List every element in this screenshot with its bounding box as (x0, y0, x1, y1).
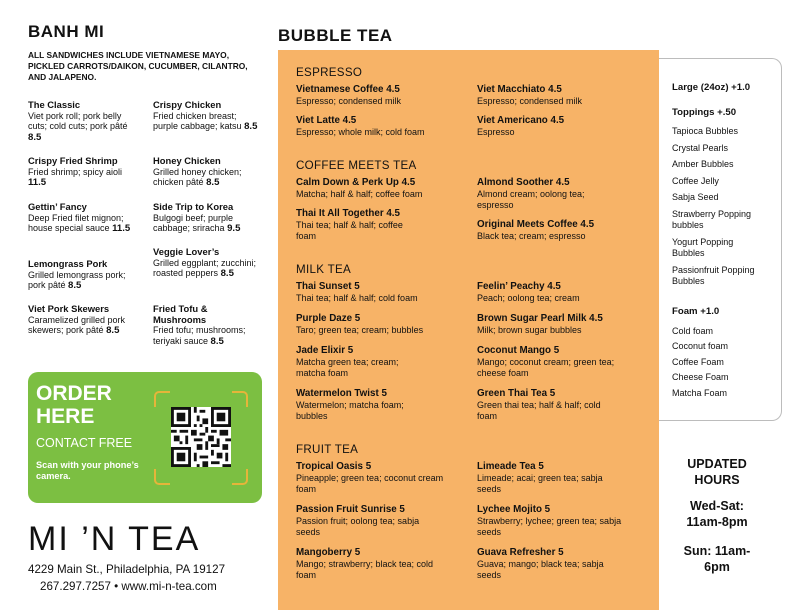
sandwich-name: Crispy Fried Shrimp (28, 155, 118, 166)
drink-item (296, 177, 466, 200)
topping-item: Crystal Pearls (672, 143, 729, 153)
drink-name: Original Meets Coffee 4.5 (477, 219, 595, 230)
foam-item: Cheese Foam (672, 372, 729, 382)
topping-item: Strawberry Popping bubbles (672, 209, 752, 230)
sandwich-price: 8.5 (206, 177, 220, 188)
sandwich-item (28, 304, 138, 337)
qr-code[interactable] (154, 391, 248, 485)
drink-name: Mangoberry 5 (296, 547, 361, 558)
foam-item: Coffee Foam (672, 357, 724, 367)
drink-item (477, 547, 612, 580)
sandwich-item (153, 304, 263, 347)
scan-instructions: Scan with your phone’s camera. (36, 460, 139, 481)
drink-item (296, 547, 446, 580)
drink-item (477, 177, 612, 210)
large-size-option: Large (24oz) +1.0 (672, 82, 751, 93)
sandwich-price: 8.5 (210, 335, 224, 347)
drink-name: Purple Daze 5 (296, 313, 361, 324)
address: 4229 Main St., Philadelphia, PA 19127 (28, 563, 226, 576)
hours-wed-sat: Wed-Sat: 11am-8pm (686, 499, 748, 529)
drink-desc: Espresso; whole milk; cold foam (296, 127, 425, 137)
drink-desc: Almond cream; oolong tea; espresso (477, 189, 585, 210)
sandwich-name: Veggie Lover’s (153, 246, 220, 257)
drink-name: Viet Americano 4.5 (477, 115, 565, 126)
sandwich-desc: Viet pork roll; pork belly cuts; cold cuts; pork pâté (28, 110, 128, 131)
topping-item: Yogurt Popping Bubbles (672, 237, 734, 258)
drink-desc: Watermelon; matcha foam; bubbles (296, 400, 404, 421)
drink-name: Lychee Mojito 5 (477, 504, 551, 515)
drink-desc: Guava; mango; black tea; sabja seeds (477, 559, 604, 580)
sandwich-name: Fried Tofu & Mushrooms (153, 303, 208, 325)
drink-name: Limeade Tea 5 (477, 461, 544, 472)
drink-item (296, 388, 426, 421)
drink-desc: Thai tea; half & half; cold foam (296, 293, 418, 303)
foam-item: Cold foam (672, 326, 714, 336)
drink-desc: Strawberry; lychee; green tea; sabja seeds (477, 516, 622, 537)
contact-free-label: CONTACT FREE (36, 436, 133, 450)
drink-name: Thai It All Together 4.5 (296, 208, 400, 219)
sandwich-name: The Classic (28, 99, 81, 110)
drink-item (477, 281, 647, 304)
sandwich-price: 8.5 (244, 121, 258, 132)
sandwich-desc: Bulgogi beef; purple cabbage; sriracha (153, 212, 234, 233)
drink-item (477, 115, 647, 138)
drink-name: Green Thai Tea 5 (477, 388, 556, 399)
drink-name: Coconut Mango 5 (477, 345, 560, 356)
topping-item: Passionfruit Popping Bubbles (672, 265, 755, 286)
sandwich-name: Gettin’ Fancy (28, 201, 87, 212)
hours-title: UPDATED HOURS (687, 457, 747, 487)
sandwich-name: Honey Chicken (153, 155, 221, 166)
drink-item (477, 345, 627, 378)
foam-title: Foam +1.0 (672, 306, 720, 317)
sandwich-item (153, 100, 263, 133)
drink-desc: Green thai tea; half & half; cold foam (477, 400, 601, 421)
drink-name: Tropical Oasis 5 (296, 461, 372, 472)
drink-name: Calm Down & Perk Up 4.5 (296, 177, 416, 188)
phone-website[interactable]: 267.297.7257 • www.mi-n-tea.com (40, 580, 217, 593)
drink-item (296, 313, 466, 336)
sandwich-desc: Grilled lemongrass pork; pork pâté (28, 269, 126, 290)
drink-item (296, 115, 466, 138)
sandwich-price: 11.5 (28, 177, 47, 188)
sandwich-price: 8.5 (68, 280, 82, 291)
drink-desc: Matcha; half & half; coffee foam (296, 189, 423, 199)
drink-desc: Taro; green tea; cream; bubbles (296, 325, 424, 335)
drink-desc: Pineapple; green tea; coconut cream foam (296, 473, 444, 494)
drink-name: Guava Refresher 5 (477, 547, 564, 558)
topping-item: Coffee Jelly (672, 176, 719, 186)
drink-name: Feelin’ Peachy 4.5 (477, 281, 561, 292)
topping-item: Tapioca Bubbles (672, 126, 739, 136)
drink-desc: Mango; coconut cream; green tea; cheese foam (477, 357, 615, 378)
sandwich-desc: Fried tofu; mushrooms; teriyaki sauce (153, 325, 246, 346)
drink-item (477, 219, 647, 242)
drink-item (296, 461, 446, 494)
drink-item (477, 388, 612, 421)
foam-item: Coconut foam (672, 341, 729, 351)
drink-name: Vietnamese Coffee 4.5 (296, 84, 400, 95)
banh-mi-description: ALL SANDWICHES INCLUDE VIETNAMESE MAYO, PICKLED CARROTS/DAIKON, CUCUMBER, CILANTRO, AND JALAPENO. (28, 50, 248, 82)
drink-name: Brown Sugar Pearl Milk 4.5 (477, 313, 603, 324)
sandwich-item (28, 156, 138, 189)
drink-name: Passion Fruit Sunrise 5 (296, 504, 405, 515)
qr-code-icon (171, 407, 231, 467)
sandwich-desc: Grilled honey chicken; chicken pâté (153, 166, 242, 187)
section-title-milk-tea: MILK TEA (296, 263, 352, 276)
drink-desc: Black tea; cream; espresso (477, 231, 586, 241)
sandwich-item (153, 247, 263, 280)
drink-desc: Limeade; acai; green tea; sabja seeds (477, 473, 603, 494)
sandwich-price: 8.5 (28, 131, 42, 143)
sandwich-desc: Fried chicken breast; purple cabbage; katsu (153, 110, 242, 131)
sandwich-item (28, 100, 138, 143)
drink-desc: Passion fruit; oolong tea; sabja seeds (296, 516, 420, 537)
drink-desc: Milk; brown sugar bubbles (477, 325, 582, 335)
drink-name: Watermelon Twist 5 (296, 388, 387, 399)
drink-name: Viet Latte 4.5 (296, 115, 357, 126)
drink-name: Thai Sunset 5 (296, 281, 360, 292)
drink-item (477, 313, 647, 336)
drink-name: Jade Elixir 5 (296, 345, 354, 356)
drink-item (296, 281, 466, 304)
sandwich-name: Lemongrass Pork (28, 258, 108, 269)
sandwich-name: Crispy Chicken (153, 99, 222, 110)
sandwich-price: 8.5 (220, 268, 234, 279)
drink-desc: Mango; strawberry; black tea; cold foam (296, 559, 434, 580)
drink-item (296, 84, 466, 107)
sandwich-name: Viet Pork Skewers (28, 303, 110, 314)
toppings-title: Toppings +.50 (672, 107, 737, 118)
drink-item (477, 461, 607, 494)
sandwich-item (153, 202, 263, 235)
drink-item (477, 84, 647, 107)
drink-item (477, 504, 622, 537)
order-here-title: ORDER HERE (36, 382, 112, 428)
sandwich-price: 8.5 (106, 325, 120, 336)
topping-item: Amber Bubbles (672, 159, 734, 169)
drink-desc: Peach; oolong tea; cream (477, 293, 580, 303)
brand-name: MI ’N TEA (28, 520, 201, 558)
drink-item (296, 345, 426, 378)
drink-item (296, 208, 416, 241)
sandwich-item (28, 259, 138, 292)
sandwich-name: Side Trip to Korea (153, 201, 234, 212)
sandwich-desc: Fried shrimp; spicy aioli (28, 166, 123, 177)
banh-mi-title: BANH MI (28, 22, 105, 41)
drink-item (296, 504, 426, 537)
drink-name: Viet Macchiato 4.5 (477, 84, 562, 95)
drink-desc: Espresso; condensed milk (477, 96, 583, 106)
drink-desc: Thai tea; half & half; coffee foam (296, 220, 403, 241)
sandwich-price: 11.5 (112, 223, 131, 234)
section-title-fruit-tea: FRUIT TEA (296, 443, 359, 456)
sandwich-desc: Caramelized grilled pork skewers; pork pâté (28, 314, 126, 335)
topping-item: Sabja Seed (672, 192, 719, 202)
drink-name: Almond Soother 4.5 (477, 177, 570, 188)
sandwich-price: 9.5 (227, 223, 241, 234)
drink-desc: Matcha green tea; cream; matcha foam (296, 357, 399, 378)
section-title-coffee-meets-tea: COFFEE MEETS TEA (296, 159, 417, 172)
section-title-espresso: ESPRESSO (296, 66, 363, 79)
hours-sunday: Sun: 11am-6pm (683, 544, 751, 574)
foam-item: Matcha Foam (672, 388, 728, 398)
sandwich-desc: Grilled eggplant; zucchini; roasted peppers (153, 257, 257, 278)
sandwich-desc: Deep Fried filet mignon; house special sauce (28, 212, 124, 233)
drink-desc: Espresso; condensed milk (296, 96, 402, 106)
drink-desc: Espresso (477, 127, 515, 137)
bubble-tea-title: BUBBLE TEA (278, 26, 393, 45)
sandwich-item (153, 156, 263, 189)
sandwich-item (28, 202, 138, 235)
